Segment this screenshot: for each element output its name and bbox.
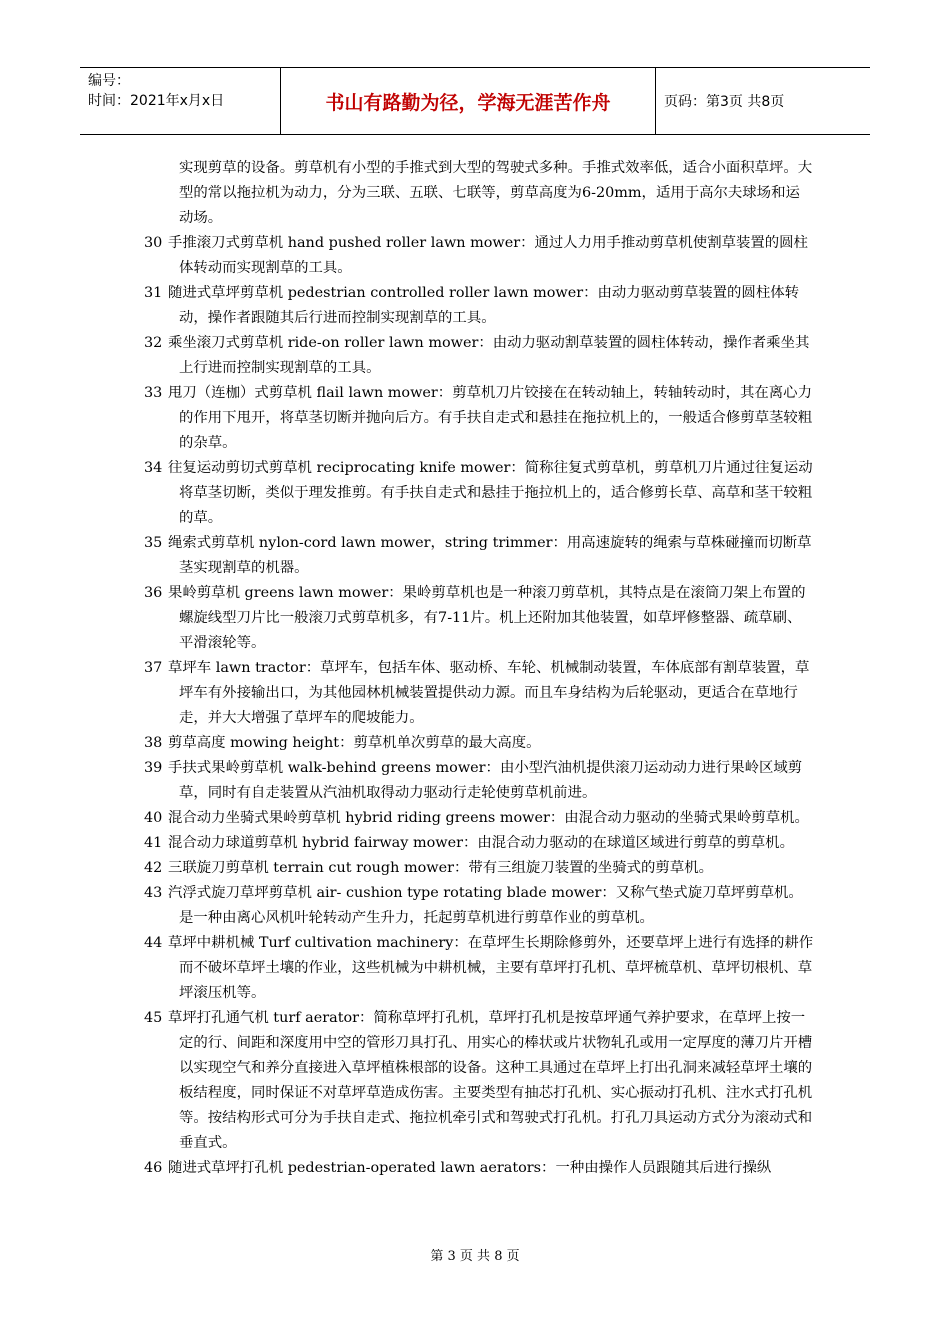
entry-item [144, 931, 814, 1006]
header-page-info: 页码：第3页 共8页 [664, 94, 785, 110]
entry-number: 41 [144, 835, 163, 851]
intro-paragraph: 实现剪草的设备。剪草机有小型的手推式到大型的驾驶式多种。手推式效率低，适合小面积草坪。大型的常以拖拉机为动力，分为三联、五联、七联等，剪草高度为6-20mm，适用于高尔夫球场和运动场。 [179, 160, 813, 226]
entry-text: 混合动力球道剪草机 hybrid fairway mower：由混合动力驱动的在球道区域进行剪草的剪草机。 [168, 835, 794, 851]
entry-text: 草坪中耕机械 Turf cultivation machinery：在草坪生长期除修剪外，还要草坪上进行有选择的耕作而不破坏草坪土壤的作业，这些机械为中耕机械，主要有草坪打孔机、草坪梳草机、草坪切根机、草坪滚压机等。 [168, 935, 814, 1001]
entry-item [144, 531, 814, 581]
entry-item [144, 731, 814, 756]
entry-text: 混合动力坐骑式果岭剪草机 hybrid riding greens mower：由混合动力驱动的坐骑式果岭剪草机。 [168, 810, 809, 826]
entry-number: 44 [144, 935, 163, 951]
entry-number: 45 [144, 1010, 163, 1026]
entry-item [144, 806, 814, 831]
entry-text: 手扶式果岭剪草机 walk-behind greens mower：由小型汽油机提供滚刀运动动力进行果岭区域剪草，同时有自走装置从汽油机取得动力驱动行走轮使剪草机前进。 [168, 760, 803, 801]
entry-number: 35 [144, 535, 163, 551]
entry-text: 草坪车 lawn tractor：草坪车，包括车体、驱动桥、车轮、机械制动装置，车体底部有割草装置，草坪车有外接输出口，为其他园林机械装置提供动力源。而且车身结构为后轮驱动，更适合在草地行走，并大大增强了草坪车的爬坡能力。 [168, 660, 810, 726]
entry-number: 37 [144, 660, 163, 676]
entry-number: 30 [144, 235, 163, 251]
entry-item [144, 831, 814, 856]
header-motto: 书山有路勤为径，学海无涯苦作舟 [281, 68, 656, 134]
entry-text: 剪草高度 mowing height：剪草机单次剪草的最大高度。 [168, 735, 541, 751]
entry-text: 三联旋刀剪草机 terrain cut rough mower：带有三组旋刀装置的坐骑式的剪草机。 [168, 860, 713, 876]
entry-item [144, 331, 814, 381]
entry-text: 手推滚刀式剪草机 hand pushed roller lawn mower：通过人力用手推动剪草机使割草装置的圆柱体转动而实现割草的工具。 [168, 235, 808, 276]
entry-number: 46 [144, 1160, 163, 1176]
entry-text: 往复运动剪切式剪草机 reciprocating knife mower：简称往复式剪草机，剪草机刀片通过往复运动将草茎切断，类似于理发推剪。有手扶自走式和悬挂于拖拉机上的，适合修剪长草、高草和茎干较粗的草。 [168, 460, 813, 526]
entry-item [144, 856, 814, 881]
entry-number: 38 [144, 735, 163, 751]
entry-item [144, 231, 814, 281]
entry-item [144, 281, 814, 331]
entry-number: 36 [144, 585, 163, 601]
entry-item [144, 756, 814, 806]
document-id-label: 编号： [88, 73, 130, 89]
entry-number: 40 [144, 810, 163, 826]
entry-number: 33 [144, 385, 163, 401]
header-meta [80, 68, 281, 134]
entry-text: 果岭剪草机 greens lawn mower：果岭剪草机也是一种滚刀剪草机，其特点是在滚筒刀架上布置的螺旋线型刀片比一般滚刀式剪草机多，有7-11片。机上还附加其他装置，如草坪修整器、疏草刷、平滑滚轮等。 [168, 585, 806, 651]
entry-text: 随进式草坪剪草机 pedestrian controlled roller lawn mower：由动力驱动剪草装置的圆柱体转动，操作者跟随其后行进而控制实现割草的工具。 [168, 285, 799, 326]
entry-list [144, 231, 814, 1181]
entry-number: 34 [144, 460, 163, 476]
entry-number: 42 [144, 860, 163, 876]
entry-item [144, 581, 814, 656]
entry-item [144, 1156, 814, 1181]
entry-text: 汽浮式旋刀草坪剪草机 air- cushion type rotating blade mower：又称气垫式旋刀草坪剪草机。是一种由离心风机叶轮转动产生升力，托起剪草机进行剪草作业的剪草机。 [168, 885, 803, 926]
entry-item [144, 381, 814, 456]
entry-item [144, 1006, 814, 1156]
entry-item [144, 456, 814, 531]
entry-text: 随进式草坪打孔机 pedestrian-operated lawn aerators：一种由操作人员跟随其后进行操纵 [168, 1160, 772, 1176]
page-footer: 第 3 页 共 8 页 [430, 1249, 520, 1264]
entry-text: 甩刀（连枷）式剪草机 flail lawn mower：剪草机刀片铰接在在转动轴上，转轴转动时，其在离心力的作用下甩开，将草茎切断并抛向后方。有手扶自走式和悬挂在拖拉机上的，一般适合修剪草茎较粗的杂草。 [168, 385, 813, 451]
entry-item [144, 656, 814, 731]
entry-number: 31 [144, 285, 163, 301]
page-header [80, 67, 870, 135]
entry-number: 32 [144, 335, 163, 351]
entry-item [144, 881, 814, 931]
entry-text: 绳索式剪草机 nylon-cord lawn mower，string trimmer：用高速旋转的绳索与草株碰撞而切断草茎实现割草的机器。 [168, 535, 812, 576]
document-body [144, 156, 814, 1181]
entry-number: 43 [144, 885, 163, 901]
entry-number: 39 [144, 760, 163, 776]
entry-text: 草坪打孔通气机 turf aerator：简称草坪打孔机，草坪打孔机是按草坪通气养护要求，在草坪上按一定的行、间距和深度用中空的管形刀具打孔、用实心的棒状或片状物轧孔或用一定厚度的薄刀片开槽以实现空气和养分直接进入草坪植株根部的设备。这种工具通过在草坪上打出孔洞来减轻草坪土壤的板结程度，同时保证不对草坪草造成伤害。主要类型有抽芯打孔机、实心振动打孔机、注水式打孔机等。按结构形式可分为手扶自走式、拖拉机牵引式和驾驶式打孔机。打孔刀具运动方式分为滚动式和垂直式。 [168, 1010, 813, 1151]
document-time: 时间：2021年x月x日 [88, 93, 225, 109]
entry-text: 乘坐滚刀式剪草机 ride-on roller lawn mower：由动力驱动割草装置的圆柱体转动，操作者乘坐其上行进而控制实现割草的工具。 [168, 335, 810, 376]
